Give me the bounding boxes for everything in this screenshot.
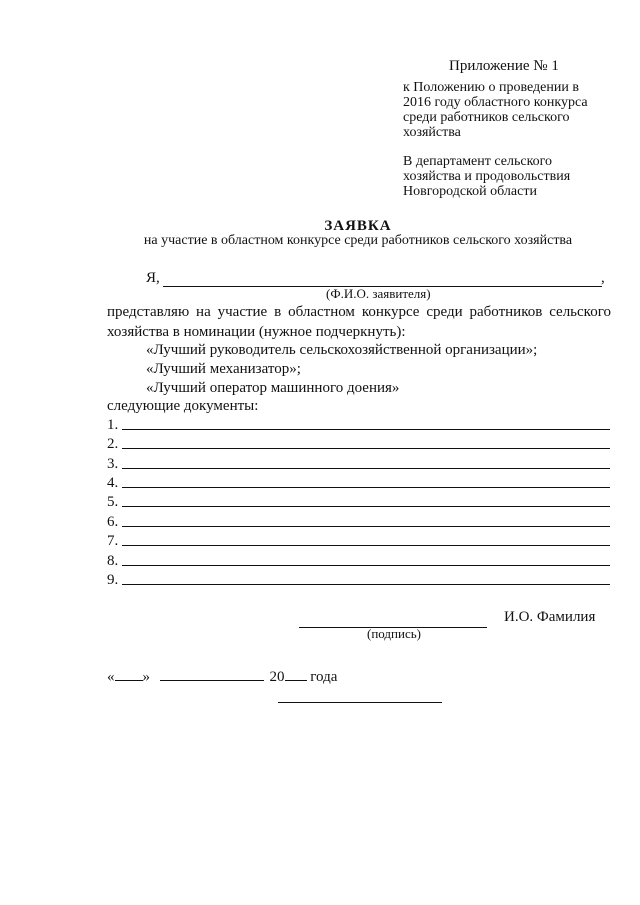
document-row-number: 4. [107,475,119,491]
applicant-caption: (Ф.И.О. заявителя) [326,286,431,301]
document-row-number: 5. [107,494,119,510]
document-field-7[interactable] [122,545,610,546]
document-field-1[interactable] [122,429,610,430]
document-field-6[interactable] [122,526,610,527]
signer-name: И.О. Фамилия [504,609,596,625]
document-row-number: 9. [107,572,119,588]
document-field-2[interactable] [122,448,610,449]
appendix-line: среди работников сельского [403,110,570,125]
intro-paragraph: представляю на участие в областном конкурсе среди работников сельского хозяйства в номинации (нужное подчеркнуть): [107,304,611,340]
document-field-8[interactable] [122,565,610,566]
documents-label: следующие документы: [107,398,259,414]
applicant-prefix: Я, [146,270,160,286]
document-row-number: 3. [107,456,119,472]
document-title: ЗАЯВКА [324,218,392,234]
recipient-line: хозяйства и продовольствия [403,169,571,184]
year-prefix: 20 [269,669,285,685]
document-row-number: 7. [107,533,119,549]
signature-caption: (подпись) [367,626,421,641]
appendix-line: к Положению о проведении в [403,80,579,95]
applicant-suffix: , [601,270,605,286]
document-row-number: 2. [107,436,119,452]
appendix-line: 2016 году областного конкурса [403,95,588,110]
day-field[interactable] [115,666,143,681]
document-row-number: 1. [107,417,119,433]
year-suffix: года [310,669,338,685]
nomination-manager[interactable]: «Лучший руководитель сельскохозяйственной организации»; [146,342,538,358]
document-row-number: 8. [107,553,119,569]
date-row [107,666,337,686]
date-close-quote: » [142,669,150,685]
document-subtitle: на участие в областном конкурсе среди работников сельского хозяйства [143,233,573,248]
document-field-4[interactable] [122,487,610,488]
year-field[interactable] [285,666,307,681]
nomination-milking-operator[interactable]: «Лучший оператор машинного доения» [146,380,400,396]
recipient-block [403,154,570,199]
document-field-9[interactable] [122,584,610,585]
document-field-3[interactable] [122,468,610,469]
document-row-number: 6. [107,514,119,530]
nomination-machine-operator[interactable]: «Лучший механизатор»; [146,361,301,377]
bottom-signature-line[interactable] [278,702,442,703]
date-open-quote: « [107,669,115,685]
document-field-5[interactable] [122,506,610,507]
recipient-line: В департамент сельского [403,154,553,169]
appendix-line: хозяйства [403,125,461,140]
appendix-reference [403,80,588,140]
recipient-line: Новгородской области [403,184,537,199]
appendix-number: Приложение № 1 [449,58,559,74]
month-field[interactable] [160,666,264,681]
